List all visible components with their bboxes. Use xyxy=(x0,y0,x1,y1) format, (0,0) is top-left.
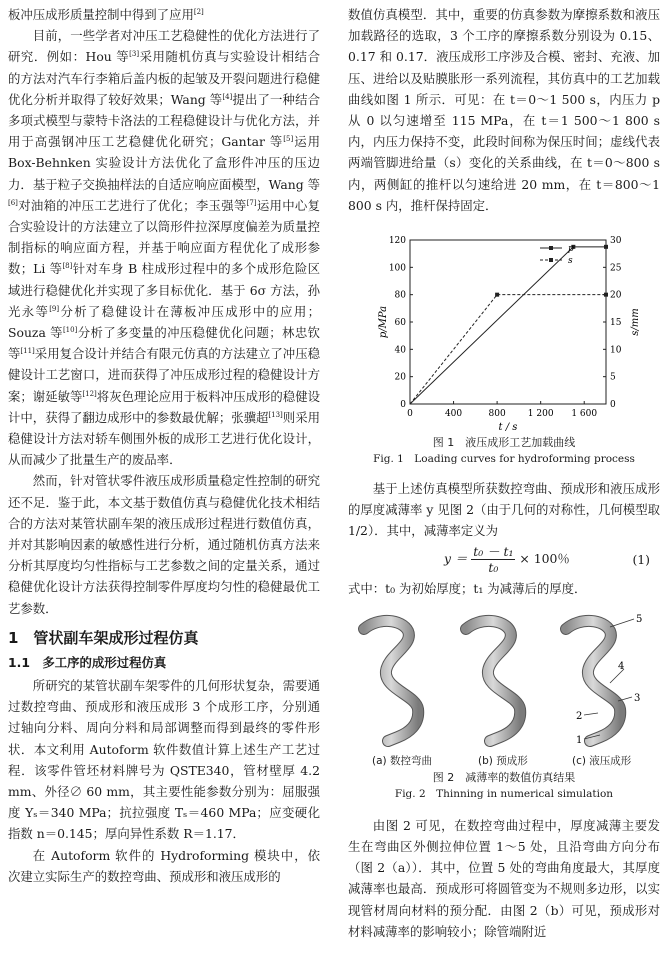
x-tick-label: 800 xyxy=(488,409,506,420)
equation-number: (1) xyxy=(632,551,650,567)
citation-ref: [3] xyxy=(129,50,140,59)
text-run: 采用复合设计并结合有限元仿真的方法建立了冲压稳健设计工艺窗口，进而获得了冲压成形过程的稳健设计方案；谢延敏等 xyxy=(8,346,321,404)
y-left-tick-label: 120 xyxy=(388,236,406,247)
subsection-heading-1-1: 1.1 多工序的成形过程仿真 xyxy=(8,654,167,670)
data-point-s xyxy=(495,293,499,297)
y-right-tick-label: 15 xyxy=(610,318,622,329)
tube-image-a xyxy=(364,621,418,741)
tube-image-b xyxy=(466,621,520,741)
citation-ref: [7] xyxy=(246,198,257,207)
series-line-s xyxy=(410,295,606,404)
x-tick-label: 1 200 xyxy=(527,409,554,420)
paragraph-thinning-intro: 基于上述仿真模型所获数控弯曲、预成形和液压成形的厚度减薄率 y 见图 2（由于几何的对称性，几何模型取 1/2）．其中，减薄率定义为 xyxy=(348,481,660,539)
paragraph-intro-tail: 板冲压成形质量控制中得到了应用[2] xyxy=(8,7,204,22)
citation-ref: [8] xyxy=(62,262,73,271)
y-right-tick-label: 25 xyxy=(610,263,622,274)
text-run: 采用随机仿真与实验设计相结合的方法对汽车行李箱后盖内板的起皱及开裂问题进行稳健优化分析并取得了较好效果；Wang 等 xyxy=(8,49,320,107)
loading-curve-chart xyxy=(348,226,660,434)
equation-denominator: t₀ xyxy=(488,559,499,575)
y-right-tick-label: 20 xyxy=(610,290,622,301)
citation-ref: [11] xyxy=(20,347,35,356)
paragraph-results: 由图 2 可见，在数控弯曲过程中，厚度减薄主要发生在弯曲区外侧拉伸位置 1～5 处，且沿弯曲方向分布（图 2（a））．其中，位置 5 处的弯曲角度最大，其厚度减薄率也最高．预成形可将圆管变为不规则多边形，以实现管材周向材料的预分配．由图 2（b）可见，预成形对材料减薄率的影响较小；除管端附近 xyxy=(348,817,660,939)
equation-1 xyxy=(348,542,660,578)
legend-label-s: s xyxy=(568,256,573,267)
series-line-p xyxy=(410,247,606,404)
marker-3: 3 xyxy=(634,692,641,704)
text-run: 则采用稳健设计方法对轿车侧围外板的成形工艺进行优化设计，从而减少了批量生产的废品率． xyxy=(8,409,321,468)
y-left-axis-label: p/MPa xyxy=(378,305,389,339)
text-run: 将灰色理论应用于板料冲压成形的稳健设计中，获得了翻边成形中的参数最优解；张骥超 xyxy=(8,388,320,425)
data-point-s xyxy=(604,293,608,297)
section-heading-1: 1 管状副车架成形过程仿真 xyxy=(8,628,199,647)
marker-5: 5 xyxy=(636,613,643,625)
legend-marker-s xyxy=(549,258,553,262)
y-left-tick-label: 20 xyxy=(394,372,406,383)
subfigure-label-b: (b) 预成形 xyxy=(478,754,528,767)
citation-ref: [9] xyxy=(49,304,60,313)
legend-label-p: p xyxy=(568,244,574,255)
right-column xyxy=(348,4,660,942)
equation-lhs: y ＝ xyxy=(444,550,468,566)
text-run: 提出了一种结合多项式模型与蒙特卡洛法的工程稳健设计与优化方法，并用于高强钢冲压工艺稳健优化研究；Gantar 等 xyxy=(8,91,320,150)
y-right-tick-label: 10 xyxy=(610,345,622,356)
citation-ref: [5] xyxy=(283,135,294,144)
paragraph-autoform: 在 Autoform 软件的 Hydroforming 模块中，依次建立实际生产的数控弯曲、预成形和液压成形的 xyxy=(8,847,320,884)
y-right-tick-label: 30 xyxy=(610,236,622,247)
x-tick-label: 400 xyxy=(444,409,463,420)
citation-ref: [12] xyxy=(82,389,97,398)
figure-1-chart xyxy=(348,226,660,434)
y-right-tick-label: 5 xyxy=(610,372,616,383)
equation-numerator: t₀ － t₁ xyxy=(473,543,514,559)
y-left-tick-label: 80 xyxy=(394,290,406,301)
subfigure-label-a: (a) 数控弯曲 xyxy=(372,754,432,767)
tube-renderings xyxy=(348,609,660,749)
text-run: 运用 Box-Behnken 实验设计方法优化了盒形件冲压的压边力．基于粒子交换抽样法的自适应响应面模型，Wang 等 xyxy=(8,134,321,192)
marker-2: 2 xyxy=(576,710,583,722)
data-point-p xyxy=(604,245,608,249)
paragraph-material: 所研究的某管状副车架零件的几何形状复杂，需要通过数控弯曲、预成形和液压成形 3 个成形工序，分别通过轴向分料、周向分料和局部调整而得到最终的零件形状．本文利用 Autoform 软件数值计算上述生产工艺过程．该零件管坯材料牌号为 QSTE340，管材壁厚 4.2 mm、外径∅ 60 mm，其主要性能参数分别为：屈服强度 Yₛ＝340 MPa；抗拉强度 Tₛ＝460 MPa；应变硬化指数 n＝0.145；厚向异性系数 R＝1.17． xyxy=(8,677,320,842)
citation-ref: [10] xyxy=(62,325,78,334)
paragraph-simulation-model: 数值仿真模型．其中，重要的仿真参数为摩擦系数和液压加载路径的选取，3 个工序的摩擦系数分别设为 0.15、0.17 和 0.17．液压成形工序涉及合模、密封、充液、加压、进给以及贴膜胀形一系列流程，其仿真中的工艺加载曲线如图 1 所示．可见：在 t＝0～1 500 s，内压力 p 从 0 以匀速增至 115 MPa，在 t＝1 500～1 800 s 内，内压力保持不变，此段时间称为保压时间；虚线代表两端管脚进给量（s）变化的关系曲线，在 t＝0～800 s 内，两侧缸的推杆以匀速给进 20 mm，在 t＝800～1 800 s 内，推杆保持固定． xyxy=(348,7,660,213)
subfigure-label-c: (c) 液压成形 xyxy=(572,754,632,767)
text-run: 目前，一些学者对冲压工艺稳健性的优化方法进行了研究．例如：Hou 等 xyxy=(8,28,320,65)
left-column xyxy=(8,4,320,887)
x-tick-label: 1 600 xyxy=(571,409,598,420)
y-left-tick-label: 100 xyxy=(388,263,406,274)
text-run: 对油箱的冲压工艺进行了优化；李玉强等 xyxy=(17,197,247,213)
citation-ref: [6] xyxy=(8,198,18,207)
text-run: 针对车身 B 柱成形过程中的多个成形危险区域进行稳健优化并实现了多目标优化．基于 6σ 方法，孙光永等 xyxy=(8,261,320,319)
marker-4: 4 xyxy=(618,660,625,672)
paragraph-related-work xyxy=(8,25,320,470)
equation-fraction xyxy=(471,544,515,575)
figure-1-caption-cn: 图 1 液压成形工艺加载曲线 xyxy=(432,436,576,450)
equation-rhs: × 100％ xyxy=(519,550,570,566)
figure-2-caption-en: Fig. 2 Thinning in numerical simulation xyxy=(394,787,614,800)
figure-2-caption-cn: 图 2 减薄率的数值仿真结果 xyxy=(432,770,576,784)
citation-ref: [13] xyxy=(268,410,283,419)
marker-1: 1 xyxy=(576,734,583,746)
paragraph-symbols: 式中：t₀ 为初始厚度；t₁ 为减薄后的厚度． xyxy=(348,580,587,596)
citation-ref: [4] xyxy=(222,92,233,101)
y-left-tick-label: 0 xyxy=(400,400,406,411)
text-run: 运用中心复合实验设计的方法建立了以筒形件拉深厚度偏差为质量控制指标的响应面方程，并基于响应面方程优化了成形参数；Li 等 xyxy=(8,197,321,277)
figure-1-caption-en: Fig. 1 Loading curves for hydroforming process xyxy=(373,453,635,466)
text-run: 分析了多变量的冲压稳健优化问题；林忠钦等 xyxy=(8,325,320,362)
text-run: 分析了稳健设计在薄板冲压成形中的应用；Souza 等 xyxy=(8,303,321,341)
y-right-axis-label: s/mm xyxy=(630,308,641,336)
y-right-tick-label: 0 xyxy=(610,400,616,411)
plot-frame xyxy=(410,240,606,404)
paragraph-motivation: 然而，针对管状零件液压成形质量稳定性控制的研究还不足．鉴于此，本文基于数值仿真与稳健优化技术相结合的方法对某管状副车架的液压成形过程进行数值仿真，并对其影响因素的敏感性进行分析，通过随机仿真方法来分析其厚度均匀性指标与工艺参数之间的定量关系，通过稳健优化设计方法获得控制零件厚度均匀性的稳健最优工艺参数． xyxy=(8,473,320,616)
figure-2-thinning-images xyxy=(348,609,660,769)
x-axis-label: t / s xyxy=(498,422,518,434)
x-tick-label: 0 xyxy=(407,409,413,420)
y-left-tick-label: 60 xyxy=(394,318,406,329)
legend-marker-p xyxy=(549,246,553,250)
y-left-tick-label: 40 xyxy=(394,345,406,356)
